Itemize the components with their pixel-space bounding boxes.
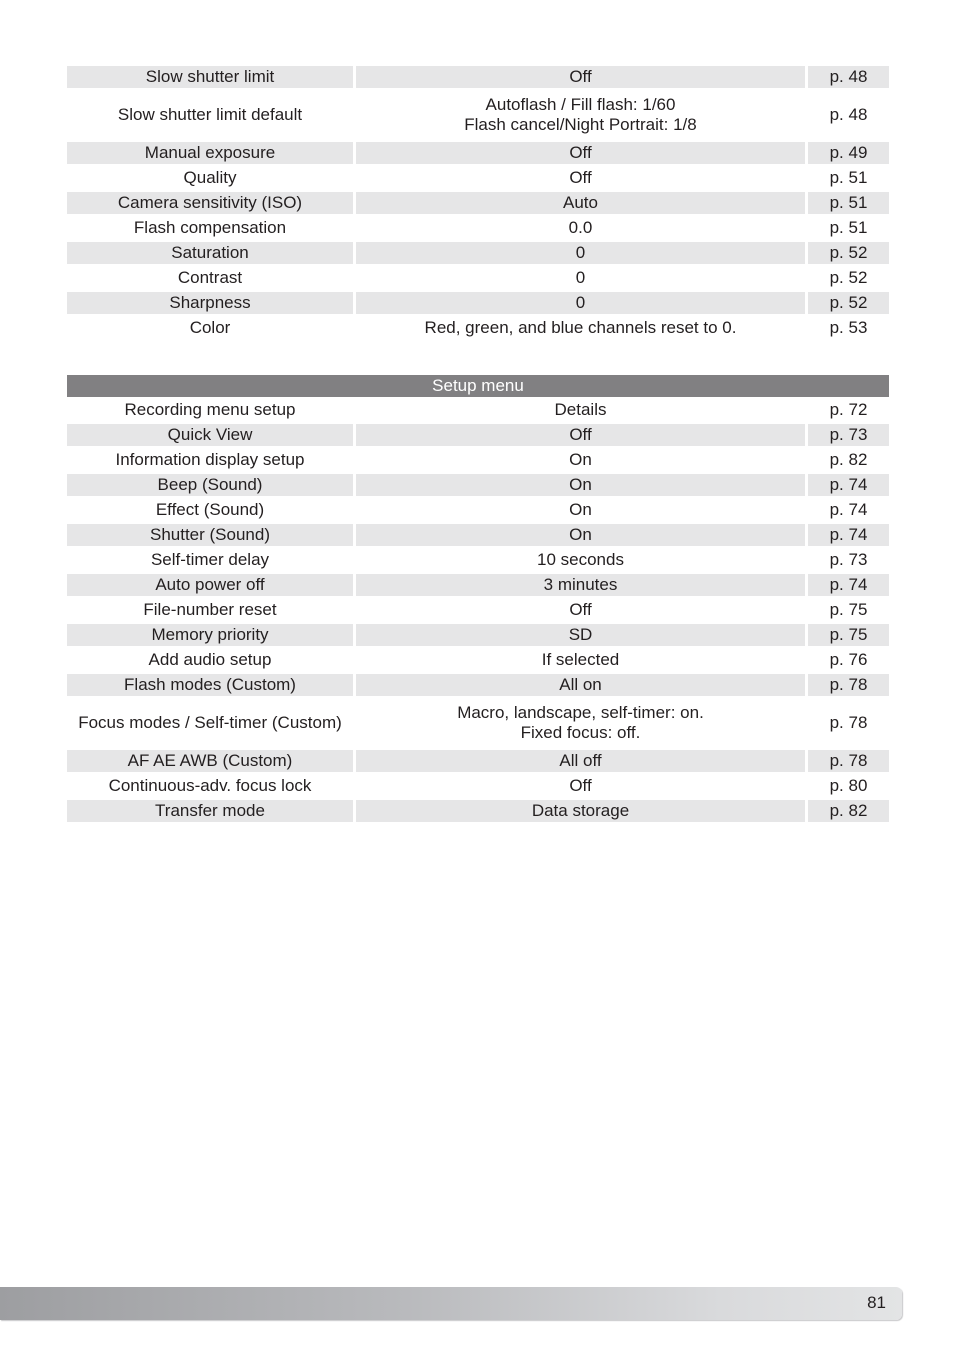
page-reference: p. 53 [829, 318, 868, 337]
table-row [67, 624, 889, 646]
value-line: All off [559, 751, 602, 770]
setting-name: File-number reset [143, 600, 277, 619]
table-row [67, 142, 889, 164]
setting-name: Slow shutter limit [67, 66, 353, 88]
value-line: Fixed focus: off. [520, 723, 641, 742]
table-row [67, 574, 889, 596]
setting-default-value [356, 574, 805, 596]
page-reference: p. 76 [829, 650, 868, 669]
page-reference: p. 51 [829, 218, 868, 237]
page-reference: p. 51 [829, 168, 868, 187]
value-line: 0 [575, 243, 586, 262]
page-reference: p. 75 [808, 624, 889, 646]
page-reference: p. 72 [829, 400, 868, 419]
setting-default-value [356, 599, 805, 621]
setting-default-value [356, 524, 805, 546]
setting-name: Self-timer delay [150, 550, 270, 569]
page-reference: p. 78 [808, 674, 889, 696]
setting-default-value [356, 750, 805, 772]
table-row [67, 399, 889, 421]
setting-default-value [356, 242, 805, 264]
table-row [67, 192, 889, 214]
setting-name: Quality [183, 168, 237, 187]
setting-name: Color [189, 318, 231, 337]
setting-default-value [356, 292, 805, 314]
value-line: On [569, 525, 592, 544]
setting-default-value [356, 699, 805, 747]
footer-bar [0, 1287, 902, 1320]
setting-name: Recording menu setup [124, 400, 296, 419]
table-row [67, 599, 889, 621]
page-reference: p. 52 [808, 292, 889, 314]
setting-name: Effect (Sound) [155, 500, 265, 519]
setting-name: Add audio setup [148, 650, 272, 669]
table-row [67, 449, 889, 471]
setting-default-value [356, 649, 805, 671]
setting-default-value [356, 217, 805, 239]
page-reference: p. 51 [808, 192, 889, 214]
table-row [67, 524, 889, 546]
value-line: On [569, 500, 592, 519]
setting-name: Transfer mode [67, 800, 353, 822]
setting-name: Auto power off [67, 574, 353, 596]
setting-default-value [356, 549, 805, 571]
table-row [67, 649, 889, 671]
value-line: 10 seconds [537, 550, 624, 569]
setting-name: Flash modes (Custom) [67, 674, 353, 696]
setting-default-value [356, 192, 805, 214]
value-line: 0 [575, 293, 586, 312]
table-row [67, 800, 889, 822]
page-number: 81 [867, 1293, 886, 1312]
table-row [67, 674, 889, 696]
setting-default-value [356, 399, 805, 421]
setting-default-value [356, 499, 805, 521]
setting-default-value [356, 142, 805, 164]
page-reference: p. 73 [829, 550, 868, 569]
setting-name: Saturation [67, 242, 353, 264]
page-reference: p. 48 [829, 105, 868, 124]
value-line: Off [569, 425, 592, 444]
value-line: Data storage [531, 801, 630, 820]
value-line: Macro, landscape, self-timer: on. [457, 703, 704, 722]
table-row [67, 267, 889, 289]
settings-table-recording [67, 66, 889, 342]
setting-name: Information display setup [115, 450, 305, 469]
page-reference: p. 74 [808, 474, 889, 496]
setting-name: Continuous-adv. focus lock [108, 776, 312, 795]
settings-table-setup [67, 375, 889, 825]
setup-menu-header: Setup menu [67, 375, 889, 397]
table-row [67, 292, 889, 314]
value-line: Off [569, 168, 592, 187]
table-row [67, 549, 889, 571]
setting-name: Quick View [67, 424, 353, 446]
table-row [67, 91, 889, 139]
page-reference: p. 74 [829, 500, 868, 519]
setting-name: Beep (Sound) [67, 474, 353, 496]
setting-name: Slow shutter limit default [117, 105, 303, 124]
page-reference: p. 78 [808, 750, 889, 772]
setting-name: Focus modes / Self-timer (Custom) [78, 713, 342, 732]
setup-menu-rows [67, 399, 889, 822]
setting-name: AF AE AWB (Custom) [67, 750, 353, 772]
page-reference: p. 78 [829, 713, 868, 732]
setting-name: Sharpness [67, 292, 353, 314]
setting-default-value [356, 674, 805, 696]
value-line: Auto [563, 193, 598, 212]
value-line: On [569, 450, 592, 469]
page-reference: p. 73 [808, 424, 889, 446]
setting-default-value [356, 800, 805, 822]
page-reference: p. 75 [829, 600, 868, 619]
setting-name: Contrast [177, 268, 243, 287]
setting-default-value [356, 267, 805, 289]
setting-default-value [356, 775, 805, 797]
value-line: All on [559, 675, 602, 694]
page-reference: p. 48 [808, 66, 889, 88]
setting-default-value [356, 91, 805, 139]
setting-name: Flash compensation [133, 218, 287, 237]
table-row [67, 499, 889, 521]
value-line: 0 [575, 268, 586, 287]
page-reference: p. 52 [829, 268, 868, 287]
page-reference: p. 82 [829, 450, 868, 469]
setting-default-value [356, 424, 805, 446]
page-reference: p. 80 [829, 776, 868, 795]
table-row [67, 66, 889, 88]
value-line: Off [569, 143, 592, 162]
table-row [67, 424, 889, 446]
value-line: Off [569, 67, 592, 86]
table-row [67, 750, 889, 772]
value-line: Details [554, 400, 607, 419]
value-line: SD [568, 625, 593, 644]
setting-name: Manual exposure [67, 142, 353, 164]
setting-name: Shutter (Sound) [67, 524, 353, 546]
page-reference: p. 82 [808, 800, 889, 822]
setting-name: Camera sensitivity (ISO) [67, 192, 353, 214]
page-reference: p. 74 [808, 524, 889, 546]
table-row [67, 474, 889, 496]
page-reference: p. 74 [808, 574, 889, 596]
value-line: Off [569, 776, 592, 795]
table-row [67, 317, 889, 339]
value-line: 0.0 [568, 218, 593, 237]
setting-default-value [356, 474, 805, 496]
table-row [67, 167, 889, 189]
value-line: Flash cancel/Night Portrait: 1/8 [464, 115, 697, 134]
table-row [67, 699, 889, 747]
value-line: Autoflash / Fill flash: 1/60 [485, 95, 676, 114]
page-reference: p. 49 [808, 142, 889, 164]
setting-name: Memory priority [67, 624, 353, 646]
table-row [67, 242, 889, 264]
setting-default-value [356, 317, 805, 339]
setting-default-value [356, 624, 805, 646]
table-row [67, 217, 889, 239]
value-line: Off [569, 600, 592, 619]
table-row [67, 775, 889, 797]
setting-default-value [356, 66, 805, 88]
value-line: If selected [541, 650, 620, 669]
value-line: 3 minutes [543, 575, 618, 594]
setting-default-value [356, 167, 805, 189]
page-reference: p. 52 [808, 242, 889, 264]
value-line: Red, green, and blue channels reset to 0. [424, 318, 737, 337]
setting-default-value [356, 449, 805, 471]
value-line: On [569, 475, 592, 494]
